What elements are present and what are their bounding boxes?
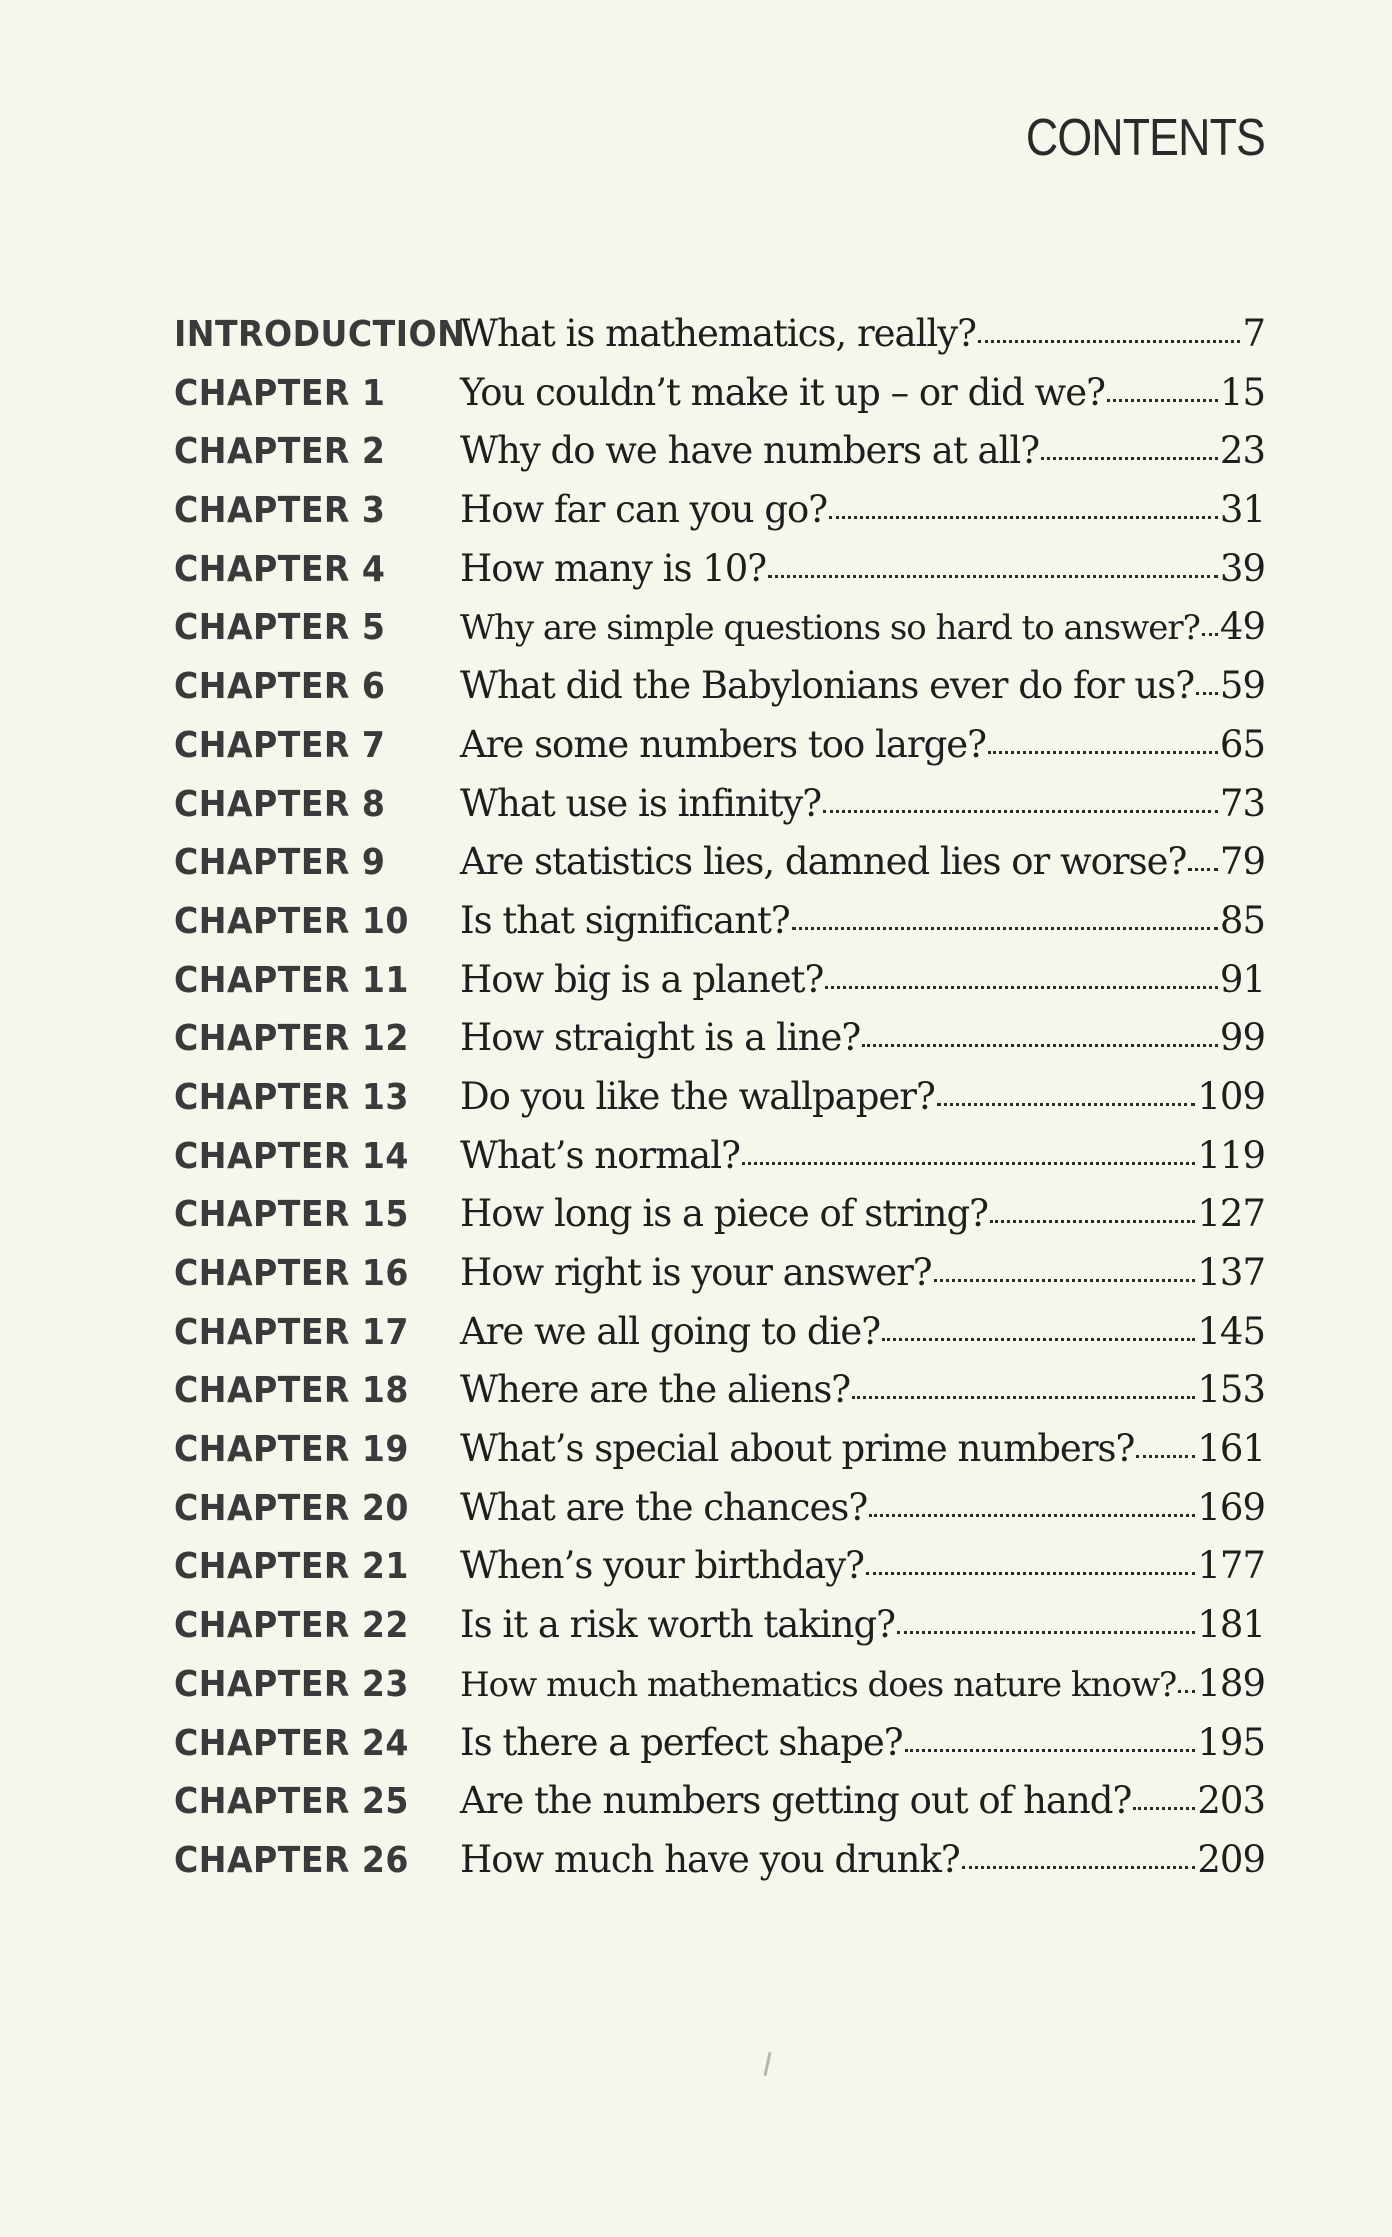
toc-row — [174, 1714, 1265, 1773]
dot-leader — [1196, 690, 1218, 695]
chapter-entry — [460, 1009, 1265, 1068]
page-number: 109 — [1197, 1074, 1265, 1118]
chapter-title: Why are simple questions so hard to answer? — [460, 608, 1200, 649]
chapter-entry — [460, 481, 1265, 540]
chapter-label: CHAPTER 18 — [174, 1370, 409, 1412]
chapter-title: How big is a planet? — [460, 957, 824, 1001]
chapter-title: What use is infinity? — [460, 781, 822, 825]
page-number: 59 — [1219, 664, 1265, 708]
chapter-entry — [460, 1772, 1265, 1831]
dot-leader — [934, 1277, 1196, 1282]
dot-leader — [829, 514, 1218, 519]
dot-leader — [792, 925, 1218, 930]
toc-row — [174, 951, 1265, 1010]
page-number: 209 — [1197, 1837, 1265, 1881]
chapter-label: CHAPTER 8 — [174, 783, 386, 825]
chapter-label: CHAPTER 3 — [174, 490, 386, 532]
chapter-label: CHAPTER 19 — [174, 1429, 409, 1471]
toc-row — [174, 1068, 1265, 1127]
chapter-title: What’s special about prime numbers? — [460, 1427, 1135, 1471]
chapter-title: How far can you go? — [460, 488, 828, 532]
dot-leader — [1133, 1805, 1195, 1810]
chapter-title: You couldn’t make it up – or did we? — [460, 370, 1105, 414]
chapter-entry — [460, 892, 1265, 951]
toc-row — [174, 1127, 1265, 1186]
chapter-label: CHAPTER 23 — [174, 1663, 409, 1705]
chapter-entry — [460, 1127, 1265, 1186]
toc-row — [174, 1596, 1265, 1655]
toc-row — [174, 422, 1265, 481]
chapter-entry — [460, 951, 1265, 1010]
chapter-entry — [460, 1655, 1265, 1715]
chapter-title: Are statistics lies, damned lies or worse? — [460, 840, 1187, 884]
chapter-label: CHAPTER 7 — [174, 724, 386, 766]
chapter-entry — [460, 1420, 1265, 1479]
chapter-entry — [460, 657, 1265, 716]
page-number: 39 — [1219, 546, 1265, 590]
chapter-title: How much have you drunk? — [460, 1837, 960, 1881]
chapter-title: How right is your answer? — [460, 1251, 932, 1294]
toc-row — [174, 1479, 1265, 1538]
toc-row — [174, 1303, 1265, 1362]
chapter-label: CHAPTER 16 — [174, 1253, 409, 1294]
chapter-entry — [460, 1596, 1265, 1655]
toc-row — [174, 833, 1265, 892]
chapter-title: Do you like the wallpaper? — [460, 1074, 935, 1118]
chapter-title: Is there a perfect shape? — [460, 1720, 903, 1764]
chapter-entry — [460, 716, 1265, 775]
toc-row — [174, 364, 1265, 423]
chapter-title: What is mathematics, really? — [460, 312, 976, 355]
page-number: 137 — [1197, 1251, 1265, 1294]
dot-leader — [823, 808, 1218, 813]
chapter-title: Are some numbers too large? — [460, 722, 987, 766]
chapter-title: Are the numbers getting out of hand? — [460, 1779, 1132, 1823]
chapter-label: CHAPTER 20 — [174, 1487, 409, 1529]
page-number: 153 — [1197, 1368, 1265, 1412]
toc-row — [174, 1244, 1265, 1303]
page-number: 91 — [1219, 957, 1265, 1001]
page-number: 119 — [1197, 1133, 1265, 1177]
page-number: 73 — [1219, 781, 1265, 825]
chapter-label: INTRODUCTION — [174, 314, 466, 355]
page-number: 49 — [1219, 605, 1265, 649]
dot-leader — [825, 984, 1218, 989]
chapter-entry — [460, 422, 1265, 481]
toc-row — [174, 1655, 1265, 1714]
toc-row — [174, 1420, 1265, 1479]
chapter-entry — [460, 833, 1265, 892]
chapter-entry — [460, 1714, 1265, 1773]
toc-row — [174, 892, 1265, 951]
page-number: 23 — [1219, 429, 1265, 473]
chapter-title: Why do we have numbers at all? — [460, 429, 1040, 473]
toc-row — [174, 775, 1265, 834]
dot-leader — [882, 1336, 1195, 1341]
chapter-label: CHAPTER 5 — [174, 607, 386, 649]
dot-leader — [862, 1042, 1218, 1047]
dot-leader — [905, 1747, 1196, 1752]
chapter-title: How much mathematics does nature know? — [460, 1664, 1177, 1705]
page-number: 85 — [1219, 898, 1265, 942]
chapter-title: Is that significant? — [460, 898, 790, 942]
chapter-entry — [460, 1244, 1265, 1303]
page-number: 203 — [1197, 1779, 1265, 1823]
chapter-entry — [460, 1068, 1265, 1127]
table-of-contents — [174, 305, 1265, 1890]
chapter-label: CHAPTER 6 — [174, 666, 386, 708]
chapter-entry — [460, 775, 1265, 834]
dot-leader — [978, 338, 1240, 343]
chapter-label: CHAPTER 26 — [174, 1839, 409, 1881]
toc-row — [174, 305, 1265, 364]
chapter-title: How long is a piece of string? — [460, 1192, 989, 1236]
toc-row — [174, 1185, 1265, 1244]
page-number: 161 — [1197, 1427, 1265, 1471]
toc-row — [174, 1772, 1265, 1831]
toc-row — [174, 598, 1265, 657]
dot-leader — [962, 1864, 1196, 1869]
page-number: 127 — [1197, 1192, 1265, 1236]
chapter-title: Are we all going to die? — [460, 1309, 881, 1353]
chapter-label: CHAPTER 9 — [174, 842, 386, 884]
chapter-label: CHAPTER 15 — [174, 1194, 409, 1236]
page-number: 79 — [1219, 840, 1265, 884]
chapter-title: When’s your birthday? — [460, 1544, 864, 1588]
page-number: 195 — [1197, 1720, 1265, 1764]
page-number: 177 — [1197, 1544, 1265, 1588]
toc-row — [174, 1009, 1265, 1068]
toc-row — [174, 1361, 1265, 1420]
chapter-label: CHAPTER 10 — [174, 900, 409, 942]
chapter-label: CHAPTER 17 — [174, 1311, 409, 1353]
page-number: 31 — [1219, 488, 1265, 532]
chapter-title: Where are the aliens? — [460, 1368, 851, 1412]
dot-leader — [1178, 1688, 1195, 1693]
chapter-label: CHAPTER 14 — [174, 1135, 409, 1177]
page-number: 7 — [1242, 312, 1265, 355]
dot-leader — [1041, 455, 1218, 460]
chapter-entry — [460, 1537, 1265, 1596]
dot-leader — [897, 1629, 1195, 1634]
toc-row — [174, 540, 1265, 599]
chapter-label: CHAPTER 24 — [174, 1722, 409, 1764]
toc-row — [174, 657, 1265, 716]
chapter-title: What are the chances? — [460, 1485, 868, 1529]
chapter-label: CHAPTER 2 — [174, 431, 386, 473]
toc-row — [174, 1537, 1265, 1596]
dot-leader — [1136, 1453, 1195, 1458]
toc-row — [174, 1831, 1265, 1890]
page-number: 99 — [1219, 1016, 1265, 1060]
page-title: CONTENTS — [1025, 109, 1265, 167]
dot-leader — [852, 1394, 1195, 1399]
page-number: 65 — [1219, 722, 1265, 766]
dot-leader — [742, 1160, 1195, 1165]
pencil-mark — [764, 2052, 772, 2076]
chapter-label: CHAPTER 12 — [174, 1018, 409, 1060]
page-number: 15 — [1219, 370, 1265, 414]
toc-row — [174, 481, 1265, 540]
chapter-entry — [460, 1185, 1265, 1244]
chapter-entry — [460, 1479, 1265, 1538]
chapter-label: CHAPTER 1 — [174, 372, 386, 414]
chapter-label: CHAPTER 4 — [174, 548, 386, 590]
chapter-entry — [460, 1303, 1265, 1362]
page-number: 189 — [1197, 1661, 1265, 1705]
chapter-label: CHAPTER 22 — [174, 1605, 409, 1647]
chapter-title: How straight is a line? — [460, 1016, 861, 1060]
page-number: 181 — [1197, 1603, 1265, 1647]
chapter-label: CHAPTER 11 — [174, 959, 409, 1001]
chapter-title: What’s normal? — [460, 1133, 740, 1177]
chapter-entry — [460, 1831, 1265, 1890]
page-number: 169 — [1197, 1485, 1265, 1529]
dot-leader — [869, 1512, 1195, 1517]
chapter-entry — [460, 364, 1265, 423]
dot-leader — [988, 749, 1218, 754]
dot-leader — [1107, 397, 1218, 402]
chapter-entry — [460, 540, 1265, 599]
chapter-label: CHAPTER 13 — [174, 1076, 409, 1118]
dot-leader — [990, 1218, 1195, 1223]
dot-leader — [1188, 866, 1218, 871]
chapter-title: What did the Babylonians ever do for us? — [460, 664, 1195, 708]
chapter-entry — [460, 1361, 1265, 1420]
chapter-title: Is it a risk worth taking? — [460, 1603, 895, 1647]
chapter-label: CHAPTER 21 — [174, 1546, 409, 1588]
chapter-title: How many is 10? — [460, 546, 767, 590]
chapter-entry — [460, 598, 1265, 658]
toc-row — [174, 716, 1265, 775]
dot-leader — [937, 1101, 1196, 1106]
dot-leader — [768, 573, 1218, 578]
dot-leader — [1202, 631, 1218, 636]
page-number: 145 — [1197, 1309, 1265, 1353]
chapter-entry — [460, 305, 1265, 364]
chapter-label: CHAPTER 25 — [174, 1781, 409, 1823]
dot-leader — [866, 1570, 1195, 1575]
